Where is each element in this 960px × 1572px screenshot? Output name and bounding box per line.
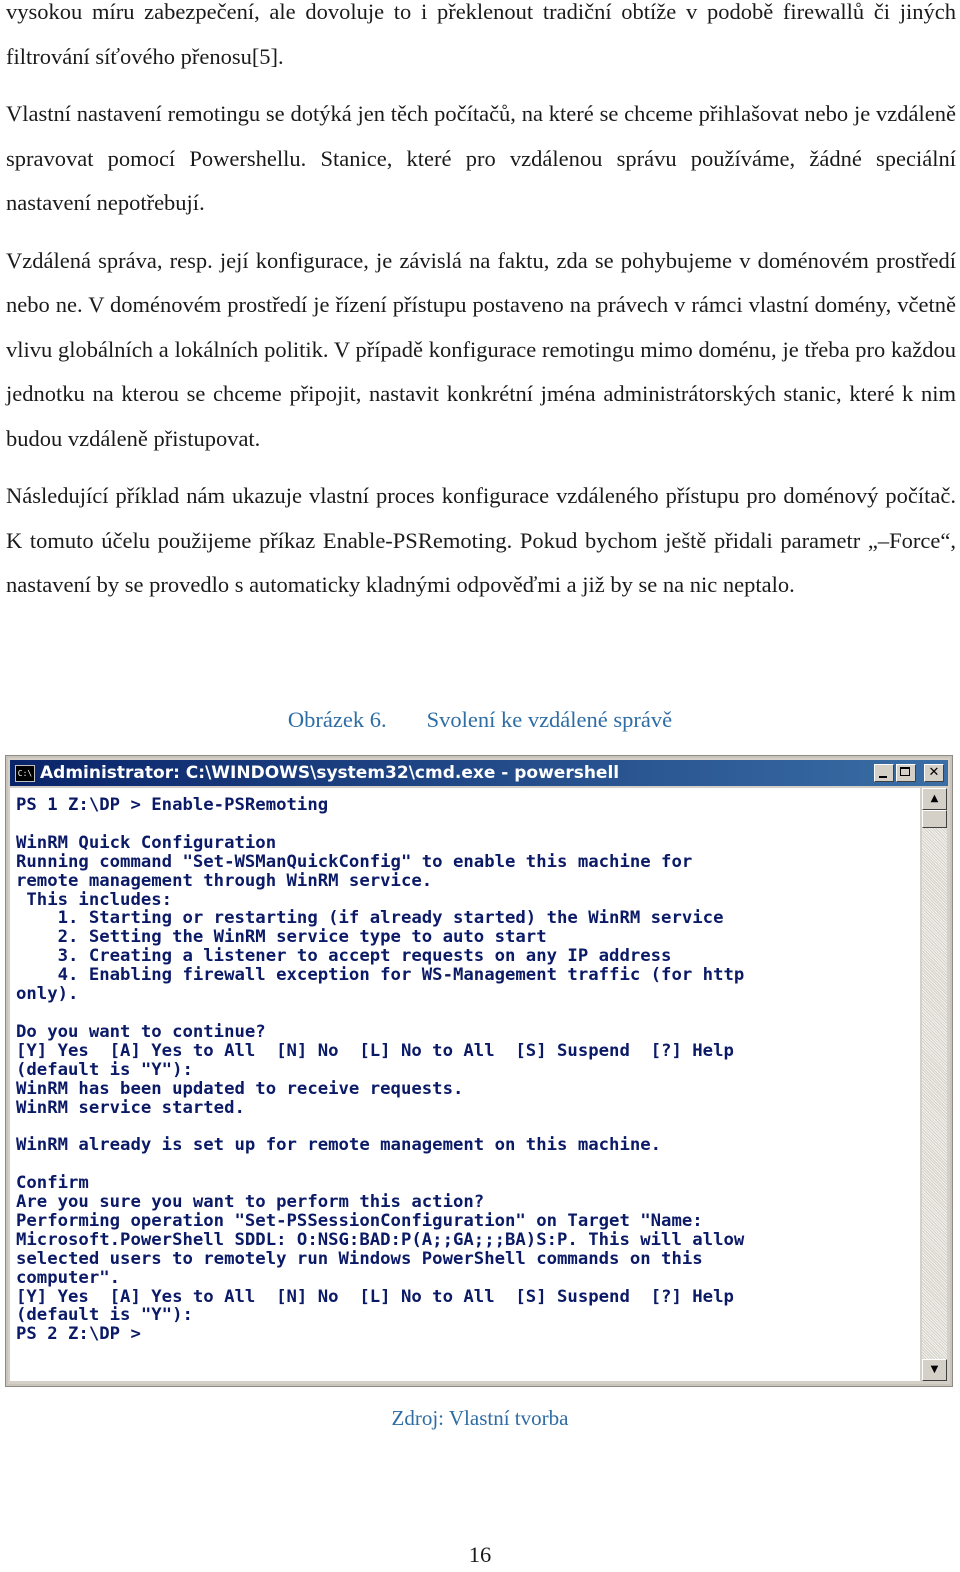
window-title: Administrator: C:\WINDOWS\system32\cmd.exe - powershell: [40, 763, 620, 783]
console-line: (default is "Y"):: [16, 1305, 193, 1326]
minimize-button[interactable]: [874, 764, 894, 782]
console-line: Are you sure you want to perform this action?: [16, 1192, 485, 1213]
console-line: only).: [16, 984, 79, 1005]
console-line: computer".: [16, 1267, 121, 1288]
scroll-thumb[interactable]: [922, 810, 947, 828]
console-line: (default is "Y"):: [16, 1059, 193, 1080]
console-line: WinRM already is set up for remote management on this machine.: [16, 1135, 662, 1156]
page-number: 16: [468, 1542, 492, 1567]
console-line: This includes:: [26, 889, 173, 910]
console-line: WinRM service started.: [16, 1097, 245, 1118]
close-button[interactable]: ✕: [924, 764, 944, 782]
console-line: selected users to remotely run Windows PowerShell commands on this: [16, 1248, 703, 1269]
window-titlebar[interactable]: [10, 760, 948, 786]
figure-source: Zdroj: Vlastní tvorba: [391, 1406, 569, 1430]
console-output[interactable]: [10, 788, 920, 1381]
figure-number: Obrázek 6.: [287, 707, 387, 732]
figure-title: Svolení ke vzdálené správě: [426, 707, 673, 732]
scroll-up-arrow-icon[interactable]: ▲: [922, 788, 947, 810]
console-line: 2. Setting the WinRM service type to auto start: [57, 927, 547, 948]
paragraph-4: Následující příklad nám ukazuje vlastní proces konfigurace vzdáleného přístupu pro doménový počítač. K tomuto účelu použijeme příkaz Enable-PSRemoting. Pokud bychom ještě přidali parametr „–Force“, nastavení by se provedlo s automaticky kladnými odpověďmi a již by se na nic neptalo.: [6, 483, 956, 597]
console-line: Performing operation "Set-PSSessionConfiguration" on Target "Name:: [16, 1210, 703, 1231]
cmd-icon: C:\: [15, 765, 35, 782]
console-line: PS 2 Z:\DP >: [16, 1324, 141, 1345]
console-line: 4. Enabling firewall exception for WS-Management traffic (for http: [57, 965, 745, 986]
console-line: PS 1 Z:\DP > Enable-PSRemoting: [16, 795, 329, 815]
maximize-button[interactable]: [896, 764, 916, 782]
console-line: WinRM has been updated to receive requests.: [16, 1078, 464, 1099]
console-line: remote management through WinRM service.: [16, 870, 433, 891]
console-line: [Y] Yes [A] Yes to All [N] No [L] No to All [S] Suspend [?] Help: [16, 1040, 734, 1061]
console-text: [10, 788, 920, 1344]
vertical-scrollbar[interactable]: [922, 788, 947, 1381]
paragraph-2: Vlastní nastavení remotingu se dotýká jen těch počítačů, na které se chceme přihlašovat nebo je vzdáleně spravovat pomocí Powershellu. Stanice, které pro vzdálenou správu používáme, žádné speciální nastavení nepotřebují.: [6, 101, 956, 215]
console-line: WinRM Quick Configuration: [16, 832, 277, 853]
scroll-down-arrow-icon[interactable]: ▼: [922, 1359, 947, 1381]
console-line: Running command "Set-WSManQuickConfig" to enable this machine for: [16, 851, 693, 872]
console-line: Microsoft.PowerShell SDDL: O:NSG:BAD:P(A;;GA;;;BA)S:P. This will allow: [16, 1229, 745, 1250]
console-line: 1. Starting or restarting (if already started) the WinRM service: [57, 908, 724, 929]
console-line: 3. Creating a listener to accept requests on any IP address: [57, 946, 672, 967]
paragraph-1: vysokou míru zabezpečení, ale dovoluje to i překlenout tradiční obtíže v podobě firewallů či jiných filtrování síťového přenosu[5].: [6, 0, 956, 69]
console-window: [6, 756, 952, 1386]
console-line: Confirm: [16, 1173, 89, 1194]
document-page: [6, 0, 956, 621]
paragraph-3: Vzdálená správa, resp. její konfigurace, je závislá na faktu, zda se pohybujeme v doménovém prostředí nebo ne. V doménovém prostředí je řízení přístupu postaveno na právech v rámci vlastní domény, včetně vlivu globálních a lokálních politik. V případě konfigurace remotingu mimo doménu, je třeba pro každou jednotku na kterou se chceme připojit, nastavit konkrétní jména administrátorských stanic, které k nim budou vzdáleně přistupovat.: [6, 247, 956, 451]
figure-caption: [0, 702, 960, 738]
console-line: [Y] Yes [A] Yes to All [N] No [L] No to All [S] Suspend [?] Help: [16, 1286, 734, 1307]
console-line: Do you want to continue?: [16, 1021, 266, 1042]
